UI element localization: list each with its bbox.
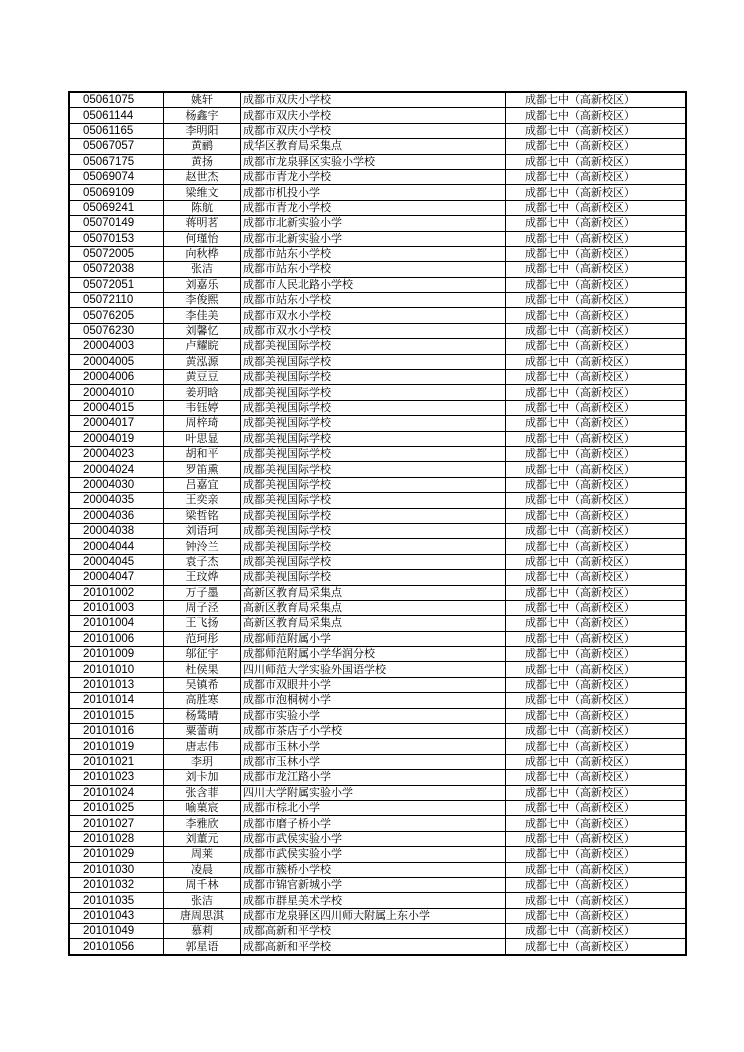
table-row (69, 354, 686, 369)
cell-student-name: 黄泓源 (164, 354, 241, 369)
cell-admitted-school: 成都七中（高新校区） (506, 924, 687, 939)
cell-student-name: 周梓琦 (164, 416, 241, 431)
cell-admitted-school: 成都七中（高新校区） (506, 123, 687, 138)
table-row (69, 431, 686, 446)
cell-student-id: 20101032 (69, 877, 164, 892)
cell-school: 成都市龙泉驿区实验小学校 (241, 154, 506, 169)
cell-student-id: 20004035 (69, 493, 164, 508)
cell-admitted-school: 成都七中（高新校区） (506, 708, 687, 723)
cell-student-name: 周莱 (164, 847, 241, 862)
table-row (69, 847, 686, 862)
cell-student-name: 蒋明茗 (164, 216, 241, 231)
cell-student-id: 05069241 (69, 200, 164, 215)
cell-student-id: 20101035 (69, 893, 164, 908)
table-row (69, 277, 686, 292)
cell-student-name: 梁维文 (164, 185, 241, 200)
cell-admitted-school: 成都七中（高新校区） (506, 677, 687, 692)
cell-school: 成都美视国际学校 (241, 493, 506, 508)
cell-student-name: 李玥 (164, 754, 241, 769)
cell-student-name: 胡和平 (164, 446, 241, 461)
cell-admitted-school: 成都七中（高新校区） (506, 816, 687, 831)
cell-admitted-school: 成都七中（高新校区） (506, 323, 687, 338)
cell-student-name: 唐周思淇 (164, 908, 241, 923)
table-row (69, 308, 686, 323)
cell-student-name: 韦钰婷 (164, 400, 241, 415)
cell-admitted-school: 成都七中（高新校区） (506, 600, 687, 615)
table-row (69, 231, 686, 246)
cell-student-name: 赵世杰 (164, 169, 241, 184)
cell-admitted-school: 成都七中（高新校区） (506, 385, 687, 400)
cell-student-id: 20101043 (69, 908, 164, 923)
cell-school: 成都市群星美术学校 (241, 893, 506, 908)
cell-school: 成都市青龙小学校 (241, 169, 506, 184)
cell-school: 成都美视国际学校 (241, 370, 506, 385)
cell-school: 成都市机投小学 (241, 185, 506, 200)
cell-student-name: 钟泠兰 (164, 539, 241, 554)
cell-school: 成都高新和平学校 (241, 939, 506, 955)
cell-school: 成都美视国际学校 (241, 570, 506, 585)
cell-student-name: 卢耀睆 (164, 339, 241, 354)
table-row (69, 370, 686, 385)
cell-student-id: 20004019 (69, 431, 164, 446)
cell-admitted-school: 成都七中（高新校区） (506, 154, 687, 169)
cell-student-id: 20101015 (69, 708, 164, 723)
table-row (69, 831, 686, 846)
cell-student-name: 郭星语 (164, 939, 241, 955)
cell-student-name: 邬征宇 (164, 647, 241, 662)
cell-student-id: 20101021 (69, 754, 164, 769)
table-row (69, 724, 686, 739)
cell-student-name: 杜侯果 (164, 662, 241, 677)
table-row (69, 662, 686, 677)
cell-student-name: 万子墨 (164, 585, 241, 600)
table-row (69, 185, 686, 200)
cell-student-id: 05069074 (69, 169, 164, 184)
cell-admitted-school: 成都七中（高新校区） (506, 262, 687, 277)
cell-school: 成都市人民北路小学校 (241, 277, 506, 292)
cell-school: 成都美视国际学校 (241, 462, 506, 477)
cell-admitted-school: 成都七中（高新校区） (506, 554, 687, 569)
table-row (69, 754, 686, 769)
cell-student-name: 黄豆豆 (164, 370, 241, 385)
cell-student-name: 张洁 (164, 262, 241, 277)
cell-admitted-school: 成都七中（高新校区） (506, 462, 687, 477)
enrollment-table (68, 91, 687, 956)
table-row (69, 816, 686, 831)
cell-school: 成都市玉林小学 (241, 739, 506, 754)
cell-admitted-school: 成都七中（高新校区） (506, 139, 687, 154)
cell-student-name: 李明阳 (164, 123, 241, 138)
cell-admitted-school: 成都七中（高新校区） (506, 847, 687, 862)
table-row (69, 262, 686, 277)
table-row (69, 862, 686, 877)
cell-student-name: 刘嘉乐 (164, 277, 241, 292)
cell-student-id: 20101013 (69, 677, 164, 692)
cell-admitted-school: 成都七中（高新校区） (506, 370, 687, 385)
cell-student-id: 20101006 (69, 631, 164, 646)
cell-student-id: 05076205 (69, 308, 164, 323)
cell-student-id: 05076230 (69, 323, 164, 338)
table-row (69, 908, 686, 923)
cell-school: 成都市茶店子小学校 (241, 724, 506, 739)
cell-student-id: 20101003 (69, 600, 164, 615)
cell-student-id: 05072051 (69, 277, 164, 292)
table-row (69, 708, 686, 723)
cell-student-id: 20004038 (69, 523, 164, 538)
cell-admitted-school: 成都七中（高新校区） (506, 770, 687, 785)
cell-student-name: 黄扬 (164, 154, 241, 169)
cell-admitted-school: 成都七中（高新校区） (506, 231, 687, 246)
cell-admitted-school: 成都七中（高新校区） (506, 831, 687, 846)
cell-school: 成都市玉林小学 (241, 754, 506, 769)
cell-school: 成都市双眼井小学 (241, 677, 506, 692)
table-row (69, 924, 686, 939)
table-row (69, 462, 686, 477)
cell-school: 成都美视国际学校 (241, 477, 506, 492)
cell-admitted-school: 成都七中（高新校区） (506, 169, 687, 184)
cell-student-name: 王奕亲 (164, 493, 241, 508)
cell-student-name: 李佳美 (164, 308, 241, 323)
table-row (69, 92, 686, 108)
cell-student-id: 05061144 (69, 108, 164, 123)
cell-student-id: 20004036 (69, 508, 164, 523)
cell-school: 成都市双庆小学校 (241, 108, 506, 123)
cell-admitted-school: 成都七中（高新校区） (506, 477, 687, 492)
cell-admitted-school: 成都七中（高新校区） (506, 308, 687, 323)
cell-school: 成都市北新实验小学 (241, 231, 506, 246)
cell-school: 成都美视国际学校 (241, 431, 506, 446)
cell-school: 成都市磨子桥小学 (241, 816, 506, 831)
cell-student-id: 20101010 (69, 662, 164, 677)
cell-student-id: 05067175 (69, 154, 164, 169)
cell-student-id: 20004023 (69, 446, 164, 461)
cell-school: 成都市双庆小学校 (241, 92, 506, 108)
cell-admitted-school: 成都七中（高新校区） (506, 877, 687, 892)
cell-student-id: 20101023 (69, 770, 164, 785)
cell-student-id: 20101009 (69, 647, 164, 662)
cell-student-id: 20101002 (69, 585, 164, 600)
cell-school: 成都市站东小学校 (241, 262, 506, 277)
cell-student-id: 05061165 (69, 123, 164, 138)
cell-student-id: 05070149 (69, 216, 164, 231)
table-row (69, 647, 686, 662)
cell-admitted-school: 成都七中（高新校区） (506, 339, 687, 354)
cell-student-name: 姜玥晗 (164, 385, 241, 400)
cell-admitted-school: 成都七中（高新校区） (506, 693, 687, 708)
cell-admitted-school: 成都七中（高新校区） (506, 431, 687, 446)
cell-admitted-school: 成都七中（高新校区） (506, 585, 687, 600)
cell-admitted-school: 成都七中（高新校区） (506, 662, 687, 677)
cell-student-id: 05067057 (69, 139, 164, 154)
cell-student-name: 罗笛熏 (164, 462, 241, 477)
cell-admitted-school: 成都七中（高新校区） (506, 216, 687, 231)
cell-admitted-school: 成都七中（高新校区） (506, 754, 687, 769)
cell-admitted-school: 成都七中（高新校区） (506, 400, 687, 415)
table-row (69, 154, 686, 169)
cell-admitted-school: 成都七中（高新校区） (506, 354, 687, 369)
table-row (69, 539, 686, 554)
table-row (69, 523, 686, 538)
cell-student-id: 05070153 (69, 231, 164, 246)
cell-student-id: 20101027 (69, 816, 164, 831)
cell-student-id: 05072005 (69, 246, 164, 261)
cell-student-id: 20101030 (69, 862, 164, 877)
cell-admitted-school: 成都七中（高新校区） (506, 508, 687, 523)
cell-student-name: 吕嘉宜 (164, 477, 241, 492)
cell-admitted-school: 成都七中（高新校区） (506, 616, 687, 631)
table-row (69, 493, 686, 508)
table-row (69, 554, 686, 569)
table-row (69, 400, 686, 415)
table-row (69, 293, 686, 308)
cell-school: 成都美视国际学校 (241, 508, 506, 523)
cell-school: 成都美视国际学校 (241, 339, 506, 354)
cell-school: 高新区教育局采集点 (241, 585, 506, 600)
cell-student-name: 王飞扬 (164, 616, 241, 631)
cell-school: 成都市簇桥小学校 (241, 862, 506, 877)
table-row (69, 416, 686, 431)
cell-student-name: 何瑾怡 (164, 231, 241, 246)
cell-admitted-school: 成都七中（高新校区） (506, 277, 687, 292)
cell-school: 成都市武侯实验小学 (241, 831, 506, 846)
cell-admitted-school: 成都七中（高新校区） (506, 293, 687, 308)
cell-school: 成都市泡桐树小学 (241, 693, 506, 708)
cell-student-id: 20004017 (69, 416, 164, 431)
table-body (69, 92, 686, 955)
cell-school: 成都市武侯实验小学 (241, 847, 506, 862)
cell-student-name: 张含菲 (164, 785, 241, 800)
cell-school: 成都师范附属小学华润分校 (241, 647, 506, 662)
cell-admitted-school: 成都七中（高新校区） (506, 785, 687, 800)
cell-student-name: 范珂彤 (164, 631, 241, 646)
table-row (69, 570, 686, 585)
table-row (69, 108, 686, 123)
table-row (69, 385, 686, 400)
table-row (69, 508, 686, 523)
cell-school: 成都师范附属小学 (241, 631, 506, 646)
cell-student-name: 刘语珂 (164, 523, 241, 538)
cell-student-id: 20101024 (69, 785, 164, 800)
cell-student-name: 高胜寒 (164, 693, 241, 708)
cell-student-name: 喻菓宸 (164, 800, 241, 815)
cell-admitted-school: 成都七中（高新校区） (506, 108, 687, 123)
cell-student-id: 20101025 (69, 800, 164, 815)
table-row (69, 739, 686, 754)
cell-student-id: 05061075 (69, 92, 164, 108)
cell-admitted-school: 成都七中（高新校区） (506, 647, 687, 662)
table-row (69, 200, 686, 215)
cell-student-name: 刘馨忆 (164, 323, 241, 338)
cell-student-id: 20101056 (69, 939, 164, 955)
table-row (69, 616, 686, 631)
cell-school: 成都市北新实验小学 (241, 216, 506, 231)
cell-student-id: 20004047 (69, 570, 164, 585)
cell-student-id: 20101029 (69, 847, 164, 862)
cell-student-id: 20101049 (69, 924, 164, 939)
cell-school: 成都美视国际学校 (241, 539, 506, 554)
cell-student-name: 陈航 (164, 200, 241, 215)
cell-admitted-school: 成都七中（高新校区） (506, 539, 687, 554)
table-row (69, 893, 686, 908)
cell-student-id: 20004045 (69, 554, 164, 569)
cell-student-name: 粟蕾萌 (164, 724, 241, 739)
cell-student-name: 周千林 (164, 877, 241, 892)
cell-school: 高新区教育局采集点 (241, 600, 506, 615)
cell-school: 成都美视国际学校 (241, 400, 506, 415)
cell-student-name: 梁哲铭 (164, 508, 241, 523)
cell-student-id: 20004005 (69, 354, 164, 369)
cell-student-name: 姚轩 (164, 92, 241, 108)
cell-school: 成都市锦官新城小学 (241, 877, 506, 892)
cell-school: 成都高新和平学校 (241, 924, 506, 939)
cell-student-id: 20101019 (69, 739, 164, 754)
table-row (69, 446, 686, 461)
cell-student-name: 吴镇希 (164, 677, 241, 692)
cell-student-id: 20004003 (69, 339, 164, 354)
table-row (69, 677, 686, 692)
cell-school: 成都市双庆小学校 (241, 123, 506, 138)
cell-admitted-school: 成都七中（高新校区） (506, 523, 687, 538)
cell-admitted-school: 成都七中（高新校区） (506, 862, 687, 877)
cell-school: 成都美视国际学校 (241, 523, 506, 538)
cell-student-id: 20101014 (69, 693, 164, 708)
cell-student-id: 20004006 (69, 370, 164, 385)
cell-student-name: 唐志伟 (164, 739, 241, 754)
cell-student-id: 20004015 (69, 400, 164, 415)
cell-student-id: 20004044 (69, 539, 164, 554)
table-row (69, 585, 686, 600)
table-row (69, 600, 686, 615)
table-row (69, 139, 686, 154)
cell-student-id: 20004010 (69, 385, 164, 400)
cell-student-name: 刘卡加 (164, 770, 241, 785)
table-row (69, 939, 686, 955)
table-row (69, 800, 686, 815)
cell-student-name: 黄鹂 (164, 139, 241, 154)
table-row (69, 770, 686, 785)
cell-admitted-school: 成都七中（高新校区） (506, 200, 687, 215)
cell-student-name: 杨鸶晴 (164, 708, 241, 723)
cell-admitted-school: 成都七中（高新校区） (506, 570, 687, 585)
cell-student-id: 05069109 (69, 185, 164, 200)
cell-admitted-school: 成都七中（高新校区） (506, 724, 687, 739)
table-row (69, 477, 686, 492)
cell-admitted-school: 成都七中（高新校区） (506, 185, 687, 200)
cell-school: 成都美视国际学校 (241, 554, 506, 569)
cell-student-id: 20101028 (69, 831, 164, 846)
cell-student-name: 刘董元 (164, 831, 241, 846)
cell-student-name: 李俊熙 (164, 293, 241, 308)
cell-student-id: 20101016 (69, 724, 164, 739)
cell-admitted-school: 成都七中（高新校区） (506, 800, 687, 815)
cell-student-id: 05072110 (69, 293, 164, 308)
table-row (69, 631, 686, 646)
table-row (69, 877, 686, 892)
cell-student-name: 李雅欣 (164, 816, 241, 831)
cell-school: 成都市实验小学 (241, 708, 506, 723)
cell-school: 成都美视国际学校 (241, 385, 506, 400)
cell-student-name: 叶思显 (164, 431, 241, 446)
cell-school: 高新区教育局采集点 (241, 616, 506, 631)
table-row (69, 216, 686, 231)
cell-school: 成都市龙江路小学 (241, 770, 506, 785)
cell-school: 四川师范大学实验外国语学校 (241, 662, 506, 677)
cell-student-name: 向秋桦 (164, 246, 241, 261)
cell-student-id: 05072038 (69, 262, 164, 277)
cell-school: 成都美视国际学校 (241, 416, 506, 431)
table-row (69, 323, 686, 338)
cell-student-name: 凌晨 (164, 862, 241, 877)
cell-school: 成都市青龙小学校 (241, 200, 506, 215)
table-row (69, 339, 686, 354)
cell-admitted-school: 成都七中（高新校区） (506, 92, 687, 108)
cell-school: 成都市站东小学校 (241, 246, 506, 261)
table-row (69, 246, 686, 261)
cell-admitted-school: 成都七中（高新校区） (506, 493, 687, 508)
cell-admitted-school: 成都七中（高新校区） (506, 908, 687, 923)
cell-school: 成都市双水小学校 (241, 323, 506, 338)
cell-student-name: 张洁 (164, 893, 241, 908)
cell-student-id: 20004030 (69, 477, 164, 492)
cell-school: 成都美视国际学校 (241, 446, 506, 461)
cell-student-id: 20004024 (69, 462, 164, 477)
cell-student-name: 王玟烨 (164, 570, 241, 585)
cell-admitted-school: 成都七中（高新校区） (506, 246, 687, 261)
table-row (69, 123, 686, 138)
table-row (69, 169, 686, 184)
cell-student-name: 慕莉 (164, 924, 241, 939)
table-row (69, 785, 686, 800)
cell-school: 成都市棕北小学 (241, 800, 506, 815)
cell-school: 成华区教育局采集点 (241, 139, 506, 154)
cell-admitted-school: 成都七中（高新校区） (506, 739, 687, 754)
cell-admitted-school: 成都七中（高新校区） (506, 416, 687, 431)
table-row (69, 693, 686, 708)
cell-school: 成都市龙泉驿区四川师大附属上东小学 (241, 908, 506, 923)
cell-admitted-school: 成都七中（高新校区） (506, 939, 687, 955)
cell-student-id: 20101004 (69, 616, 164, 631)
cell-school: 四川大学附属实验小学 (241, 785, 506, 800)
cell-student-name: 杨鑫宇 (164, 108, 241, 123)
cell-admitted-school: 成都七中（高新校区） (506, 893, 687, 908)
cell-admitted-school: 成都七中（高新校区） (506, 631, 687, 646)
cell-admitted-school: 成都七中（高新校区） (506, 446, 687, 461)
cell-school: 成都市双水小学校 (241, 308, 506, 323)
cell-student-name: 周子泾 (164, 600, 241, 615)
cell-student-name: 袁子杰 (164, 554, 241, 569)
cell-school: 成都美视国际学校 (241, 354, 506, 369)
cell-school: 成都市站东小学校 (241, 293, 506, 308)
